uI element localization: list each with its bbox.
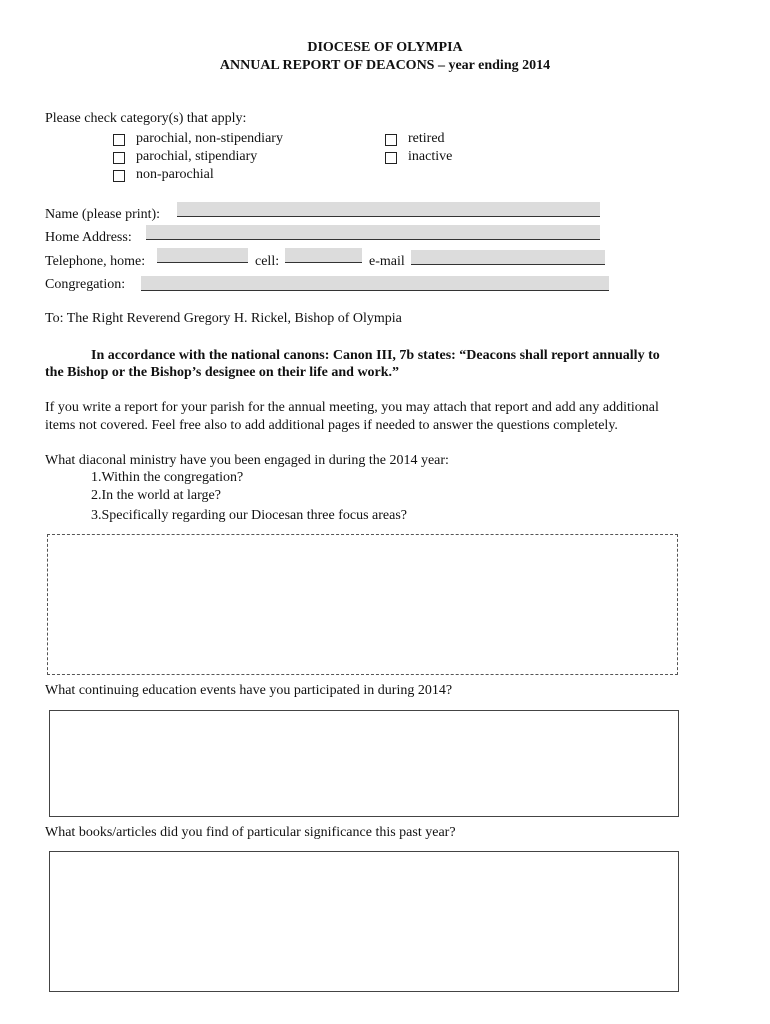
document-title: DIOCESE OF OLYMPIA bbox=[307, 40, 463, 55]
checkbox-non-parochial[interactable] bbox=[113, 170, 125, 182]
question-1-sub: 2.In the world at large? bbox=[91, 488, 221, 503]
canon-statement-line1: In accordance with the national canons: Canon III, 7b states: “Deacons shall report annually to bbox=[91, 348, 660, 363]
phone-label: Telephone, home: bbox=[45, 254, 146, 269]
name-field[interactable] bbox=[177, 202, 600, 217]
question-3: What books/articles did you find of particular significance this past year? bbox=[45, 825, 456, 840]
phone-cell-field[interactable] bbox=[285, 248, 362, 263]
checkbox-inactive[interactable] bbox=[385, 152, 397, 164]
answer-box-books[interactable] bbox=[49, 851, 679, 992]
instructions-line2: items not covered. Feel free also to add additional pages if needed to answer the questions completely. bbox=[45, 418, 618, 433]
name-label: Name (please print): bbox=[45, 207, 161, 222]
question-2: What continuing education events have you participated in during 2014? bbox=[45, 683, 453, 698]
question-1-sub: 3.Specifically regarding our Diocesan three focus areas? bbox=[91, 508, 408, 523]
checkbox-retired[interactable] bbox=[385, 134, 397, 146]
checkbox-label: inactive bbox=[408, 149, 453, 164]
congregation-label: Congregation: bbox=[45, 277, 126, 292]
question-1: What diaconal ministry have you been engaged in during the 2014 year: bbox=[45, 453, 449, 468]
phone-home-field[interactable] bbox=[157, 248, 248, 263]
canon-statement-line2: the Bishop or the Bishop’s designee on their life and work.” bbox=[45, 365, 400, 380]
cell-label: cell: bbox=[255, 254, 280, 269]
checkbox-label: retired bbox=[408, 131, 445, 146]
question-1-sub: 1.Within the congregation? bbox=[91, 470, 244, 485]
congregation-field[interactable] bbox=[141, 276, 609, 291]
checkbox-label: parochial, non-stipendiary bbox=[136, 131, 283, 146]
answer-box-education[interactable] bbox=[49, 710, 679, 817]
email-field[interactable] bbox=[411, 250, 605, 265]
email-label: e-mail bbox=[369, 254, 405, 269]
address-field[interactable] bbox=[146, 225, 600, 240]
addressee-line: To: The Right Reverend Gregory H. Rickel, Bishop of Olympia bbox=[45, 311, 402, 326]
instructions-line1: If you write a report for your parish for the annual meeting, you may attach that report and add any additional bbox=[45, 400, 659, 415]
address-label: Home Address: bbox=[45, 230, 132, 245]
category-prompt: Please check category(s) that apply: bbox=[45, 111, 247, 126]
answer-box-ministry[interactable] bbox=[47, 534, 678, 675]
checkbox-label: non-parochial bbox=[136, 167, 214, 182]
document-subtitle: ANNUAL REPORT OF DEACONS – year ending 2014 bbox=[219, 58, 551, 73]
checkbox-parochial-stipendiary[interactable] bbox=[113, 152, 125, 164]
checkbox-label: parochial, stipendiary bbox=[136, 149, 258, 164]
checkbox-parochial-non-stipendiary[interactable] bbox=[113, 134, 125, 146]
